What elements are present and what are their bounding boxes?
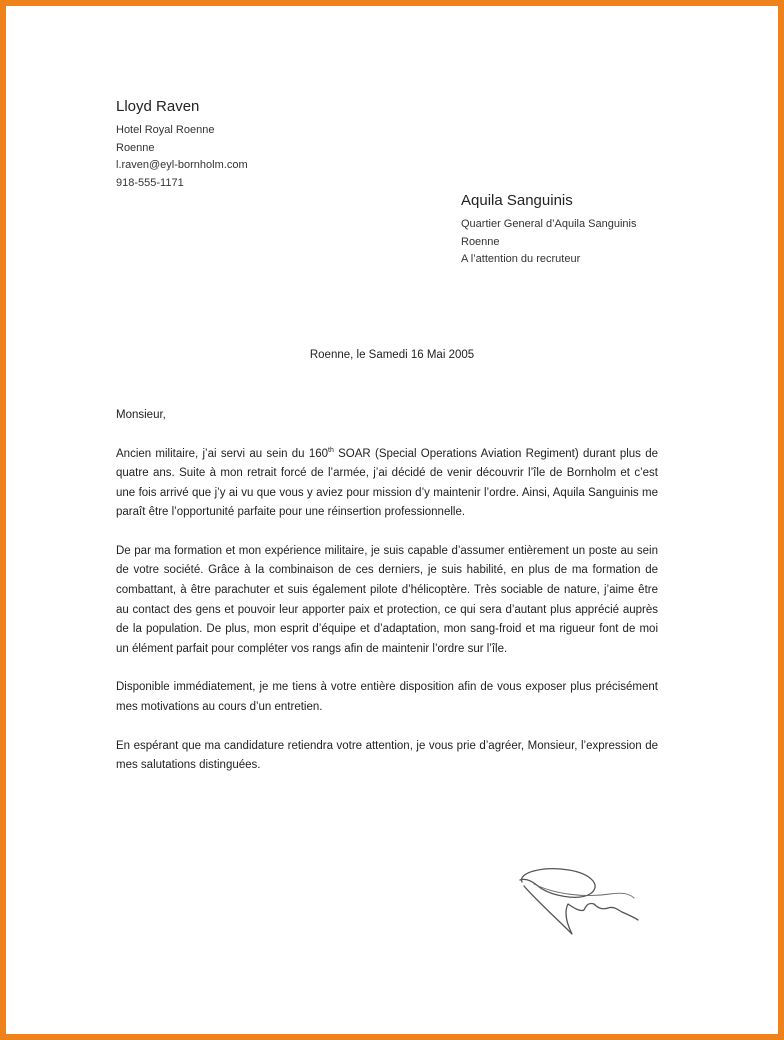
paragraph-1-rest: SOAR (Special Operations Aviation Regiment) durant plus de quatre ans. Suite à mon retrait forcé de l’armée, j’ai décidé de venir découvrir l’île de Bornholm et c’est une fois arrivé que j’y ai vu que vous y aviez pour mission d’y maintenir l’ordre. Ainsi, Aquila Sanguinis me paraît être l’opportunité parfaite pour une réinsertion professionnelle. <box>116 447 658 519</box>
recipient-block <box>461 192 761 269</box>
handwritten-signature <box>514 864 644 939</box>
sender-block <box>116 98 416 192</box>
sender-phone: 918-555-1171 <box>116 176 184 189</box>
recipient-address: Quartier General d’Aquila Sanguinis <box>461 218 637 230</box>
letter-date: Roenne, le Samedi 16 Mai 2005 <box>309 349 475 361</box>
recipient-city: Roenne <box>461 235 500 248</box>
ordinal-superscript: th <box>328 446 334 454</box>
signature-stroke <box>520 869 638 934</box>
sender-address: Hotel Royal Roenne <box>116 124 215 136</box>
letter-body <box>116 406 658 795</box>
sender-email: l.raven@eyl-bornholm.com <box>116 159 248 171</box>
sender-city: Roenne <box>116 141 155 154</box>
salutation: Monsieur, <box>116 409 166 421</box>
paragraph-4: En espérant que ma candidature retiendra votre attention, je vous prie d’agréer, Monsieur, l’expression de mes salutations distinguées. <box>116 739 658 772</box>
paragraph-3: Disponible immédiatement, je me tiens à votre entière disposition afin de vous exposer plus précisément mes motivations au cours d’un entretien. <box>116 681 658 713</box>
paragraph-2: De par ma formation et mon expérience militaire, je suis capable d’assumer entièrement un poste au sein de votre société. Grâce à la combinaison de ces derniers, je suis habilité, en plus de ma formation de combattant, à être parachuter et suis également pilote d’hélicoptère. Très sociable de nature, j’aime être au contact des gens et pouvoir leur apporter paix et protection, ce qui sera d’autant plus apprécié auprès de la population. De plus, mon esprit d’équipe et d’adaptation, mon sang-froid et ma rigueur font de moi un élément parfait pour compléter vos rangs afin de maintenir l’ordre sur l’île. <box>116 544 658 655</box>
paragraph-1 <box>116 441 658 523</box>
sender-name: Lloyd Raven <box>116 98 200 115</box>
signature-underline <box>534 884 634 898</box>
recipient-attention: A l’attention du recruteur <box>461 253 581 265</box>
recipient-name: Aquila Sanguinis <box>461 192 573 209</box>
paragraph-1-start: Ancien militaire, j’ai servi au sein du 160 <box>116 447 329 460</box>
